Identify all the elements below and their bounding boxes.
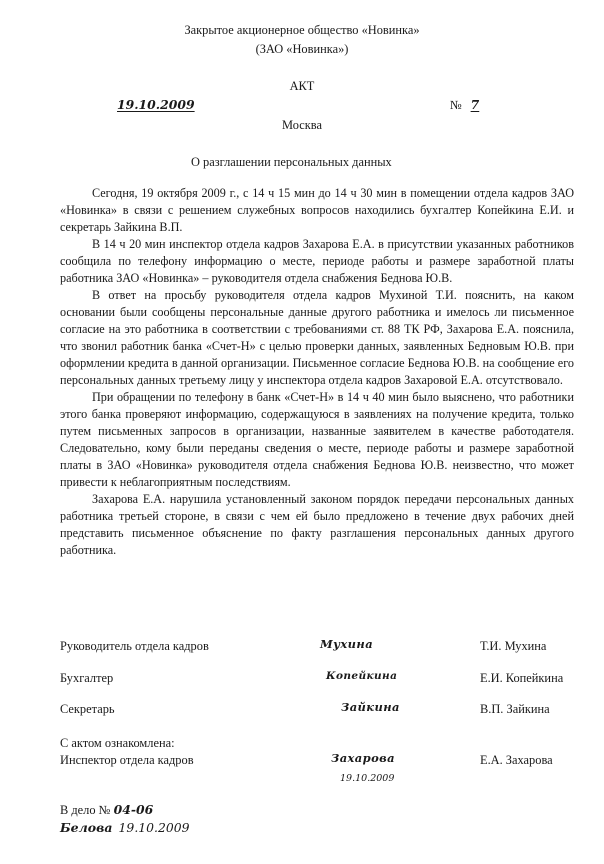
acknowledgement-role: Инспектор отдела кадров [60,753,194,767]
filing-label: В дело № [60,803,111,817]
signature-row [0,701,604,721]
filing-case-number: 04-06 [113,802,154,817]
filing-signature [60,820,190,837]
handwritten-signature: Захарова [331,751,395,765]
signature-row [0,638,604,658]
org-name: Закрытое акционерное общество «Новинка» [184,23,420,37]
body-paragraph: Сегодня, 19 октября 2009 г., с 14 ч 15 мин до 14 ч 30 мин в помещении отдела кадров ЗАО «Новинка» в связи с решением служебных вопросов находились бухгалтер Копейкина Е.И. и секретарь Зайкина В.П. [60,186,574,234]
acknowledgement-row [0,752,604,772]
document-number [450,97,483,114]
document-city: Москва [282,118,322,132]
handwritten-signature: Мухина [320,637,374,651]
acknowledgement-date: 19.10.2009 [340,773,395,784]
filing-note [60,802,153,819]
signature-name: В.П. Зайкина [480,702,550,716]
acknowledgement-heading: С актом ознакомлена: [60,736,175,750]
document-subject: О разглашении персональных данных [191,155,392,169]
body-paragraph: В 14 ч 20 мин инспектор отдела кадров Захарова Е.А. в присутствии указанных работников сообщила по телефону информацию о месте, периоде работы и размере заработной платы работника ЗАО «Новинка» – руководителя отдела снабжения Беднова Ю.В. [60,237,574,285]
handwritten-signature: Зайкина [341,700,400,714]
number-sign: № [450,98,462,112]
signature-role: Руководитель отдела кадров [60,639,209,653]
filing-date: 19.10.2009 [118,820,190,835]
acknowledgement-name: Е.А. Захарова [480,753,553,767]
handwritten-signature: Копейкина [326,670,398,682]
signature-role: Бухгалтер [60,671,114,685]
document-body [60,185,574,559]
filing-signer: Белова [60,820,113,835]
body-paragraph: Захарова Е.А. нарушила установленный законом порядок передачи персональных данных работника третьей стороне, в связи с чем ей было предложено в течение двух рабочих дней представить письменное объяснение по факту разглашения персональных данных другого работника. [60,492,574,557]
signature-name: Т.И. Мухина [480,639,547,653]
body-paragraph: При обращении по телефону в банк «Счет-Н» в 14 ч 40 мин было выяснено, что работники этого банка проверяют информацию, содержащуюся в заявлениях на получение кредита, только путем письменных запросов в организации, названные заявителем в качестве работодателя. Следовательно, кому были переданы сведения о месте, периоде работы и размере заработной платы в ЗАО «Новинка» руководителя отдела снабжения Беднова Ю.В. неизвестно, что может привести к неблагоприятным последствиям. [60,390,574,489]
document-type: АКТ [289,79,315,93]
signature-role: Секретарь [60,702,115,716]
number-value: 7 [470,97,480,112]
org-short-name: (ЗАО «Новинка») [255,42,349,56]
signature-name: Е.И. Копейкина [480,671,564,685]
document-date: 19.10.2009 [117,97,195,112]
body-paragraph: В ответ на просьбу руководителя отдела кадров Мухиной Т.И. пояснить, на каком основании были сообщены персональные данные другого работника и имелось ли письменное согласие на это работника в соответствии с требованиями ст. 88 ТК РФ, Захарова Е.А. пояснила, что звонил работник банка «Счет-Н» с целью проверки данных, заявленных Бедновым Ю.В. при оформлении кредита в данной организации. Письменное согласие Беднова Ю.В. на сообщение его персональных данных третьему лицу у инспектора отдела кадров Захаровой Е.А. отсутствовало. [60,288,574,387]
signature-row [0,670,604,690]
